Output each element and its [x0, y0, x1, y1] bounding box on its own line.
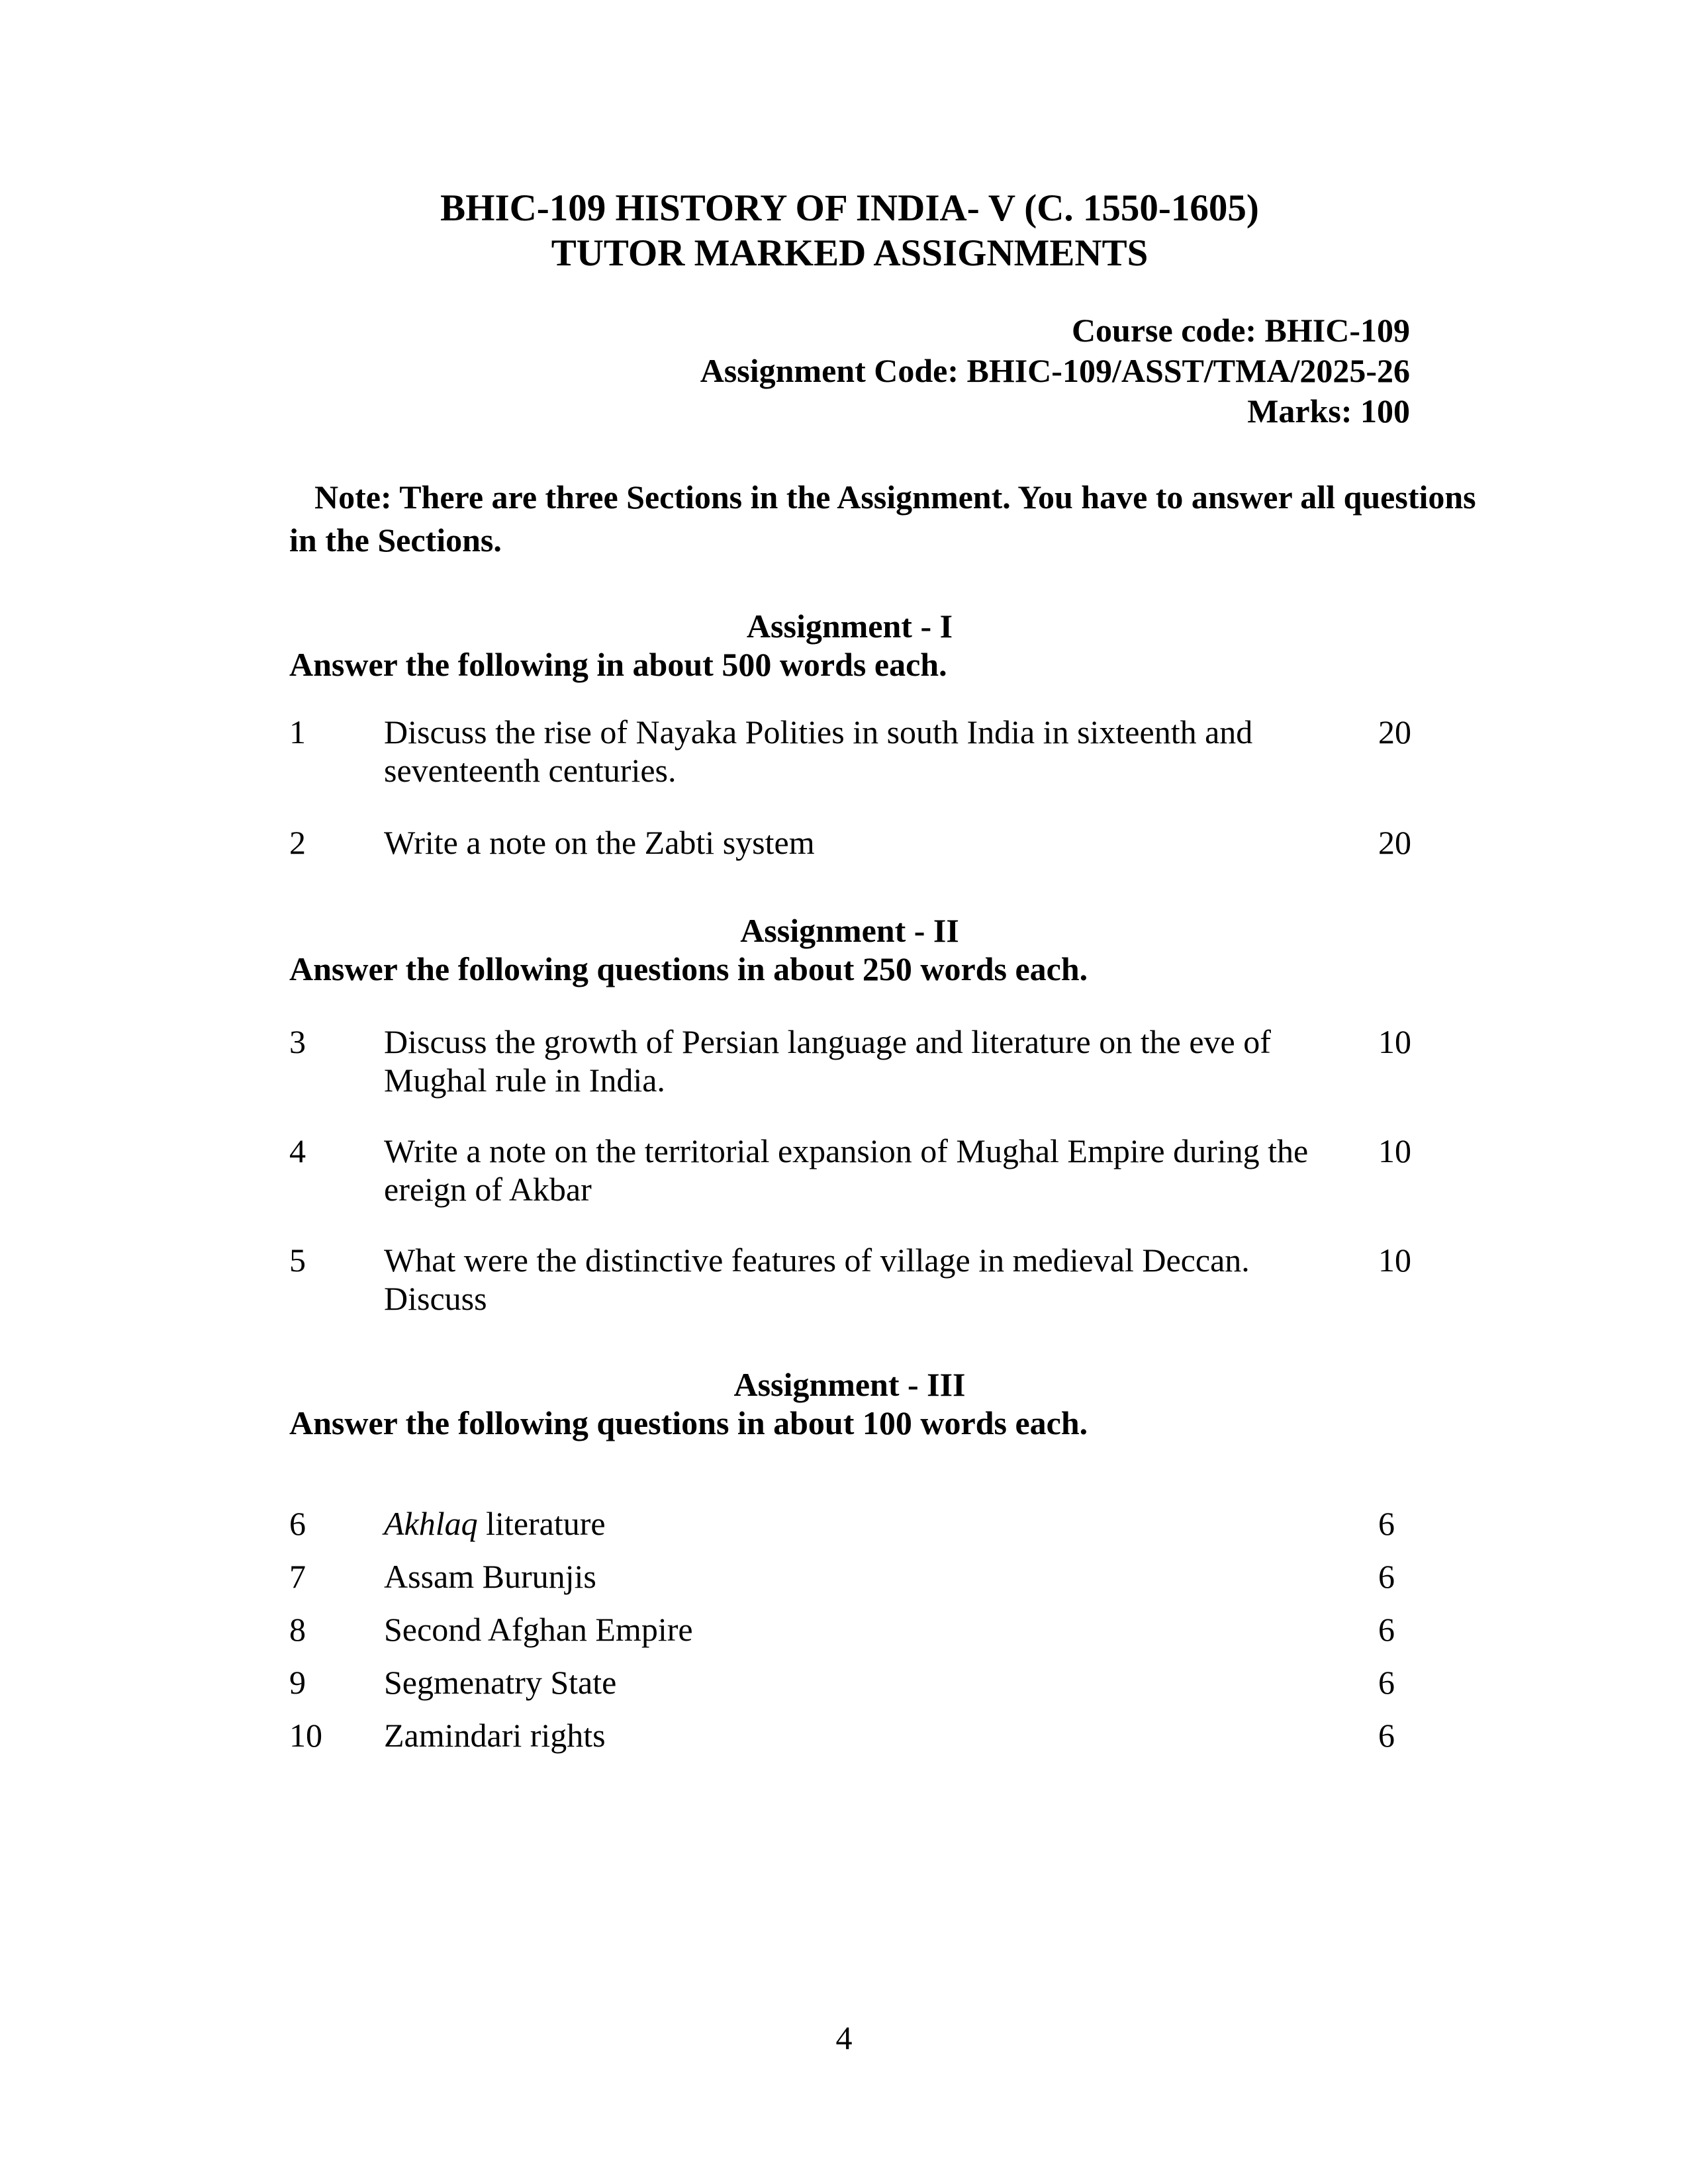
question-number: 5	[289, 1242, 306, 1279]
section-3-heading: Assignment - III	[733, 1366, 966, 1403]
section-1-questions	[289, 713, 1410, 862]
section-1-heading: Assignment - I	[746, 608, 953, 645]
question-number: 7	[289, 1558, 306, 1595]
question-text	[384, 1663, 1354, 1702]
question-text-main: Zamindari rights	[384, 1717, 606, 1754]
question-marks: 10	[1378, 1242, 1411, 1279]
question-text-main: Discuss the growth of Persian language and literature on the eve of Mughal rule in India.	[384, 1023, 1271, 1099]
question-row	[289, 1663, 1410, 1702]
question-text-main: Write a note on the territorial expansion of Mughal Empire during the ereign of Akbar	[384, 1132, 1309, 1208]
section-1-instruction: Answer the following in about 500 words each.	[289, 646, 947, 683]
question-text	[384, 1504, 1354, 1543]
question-text	[384, 1241, 1354, 1318]
document-title	[289, 186, 1410, 276]
question-number: 4	[289, 1132, 306, 1169]
question-text	[384, 713, 1354, 790]
question-row	[289, 713, 1410, 790]
question-text-main: Second Afghan Empire	[384, 1611, 693, 1648]
question-text	[384, 1023, 1354, 1099]
question-row	[289, 1241, 1410, 1318]
section-2-heading: Assignment - II	[740, 912, 959, 949]
question-row	[289, 1132, 1410, 1208]
question-row	[289, 1610, 1410, 1649]
question-number: 9	[289, 1664, 306, 1701]
question-marks: 10	[1378, 1023, 1411, 1060]
page-number: 4	[835, 2019, 853, 2056]
question-text-main: Assam Burunjis	[384, 1558, 596, 1595]
section-assignment-1	[289, 607, 1410, 862]
question-marks: 6	[1378, 1558, 1395, 1595]
question-text-italic: Akhlaq	[384, 1505, 478, 1542]
question-number: 6	[289, 1505, 306, 1542]
question-marks: 20	[1378, 824, 1411, 861]
question-row	[289, 1504, 1410, 1543]
question-text-main: literature	[477, 1505, 606, 1542]
question-text-main: Segmenatry State	[384, 1664, 617, 1701]
document-title-line-2: TUTOR MARKED ASSIGNMENTS	[551, 232, 1149, 274]
question-row	[289, 1557, 1410, 1596]
question-number: 2	[289, 824, 306, 861]
question-number: 3	[289, 1023, 306, 1060]
question-number: 1	[289, 713, 306, 751]
question-text-main: Discuss the rise of Nayaka Polities in south India in sixteenth and seventeenth centuries.	[384, 713, 1253, 789]
section-assignment-2	[289, 911, 1410, 1318]
question-number: 10	[289, 1717, 322, 1754]
section-2-questions	[289, 1023, 1410, 1318]
section-assignment-3	[289, 1365, 1410, 1754]
note-paragraph	[289, 476, 1476, 562]
question-text-main: What were the distinctive features of village in medieval Deccan. Discuss	[384, 1242, 1250, 1317]
question-row	[289, 1023, 1410, 1099]
total-marks: Marks: 100	[1247, 392, 1410, 430]
note-line-1: Note: There are three Sections in the Assignment. You have to answer all questions	[314, 478, 1476, 516]
course-code: Course code: BHIC-109	[1071, 312, 1410, 349]
section-2-instruction: Answer the following questions in about 250 words each.	[289, 950, 1088, 987]
question-text	[384, 1557, 1354, 1596]
section-3-instruction: Answer the following questions in about 100 words each.	[289, 1404, 1088, 1441]
document-title-line-1: BHIC-109 HISTORY OF INDIA- V (C. 1550-1605)	[440, 187, 1259, 229]
assignment-meta	[289, 310, 1410, 432]
question-text	[384, 823, 1354, 862]
question-text	[384, 1716, 1354, 1754]
assignment-code: Assignment Code: BHIC-109/ASST/TMA/2025-26	[700, 352, 1410, 389]
question-row	[289, 823, 1410, 862]
question-marks: 6	[1378, 1505, 1395, 1542]
question-marks: 6	[1378, 1717, 1395, 1754]
question-text	[384, 1132, 1354, 1208]
question-marks: 6	[1378, 1611, 1395, 1648]
question-marks: 10	[1378, 1132, 1411, 1169]
question-marks: 6	[1378, 1664, 1395, 1701]
question-text	[384, 1610, 1354, 1649]
question-number: 8	[289, 1611, 306, 1648]
question-marks: 20	[1378, 713, 1411, 751]
note-line-2: in the Sections.	[289, 522, 502, 559]
question-row	[289, 1716, 1410, 1754]
question-text-main: Write a note on the Zabti system	[384, 824, 815, 861]
section-3-questions	[289, 1504, 1410, 1754]
